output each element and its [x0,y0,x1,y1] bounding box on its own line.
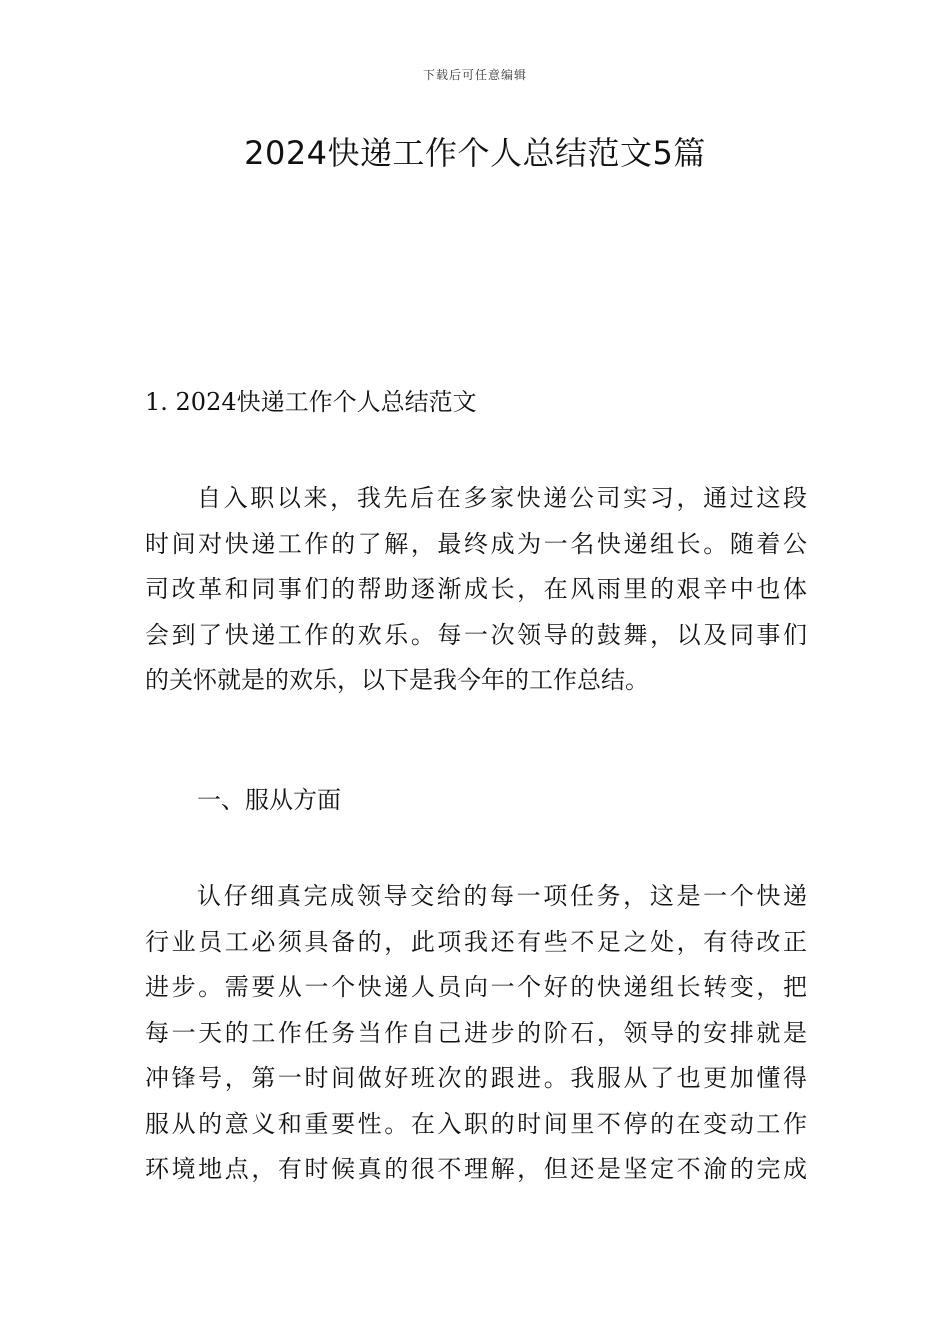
paragraph-line: 认仔细真完成领导交给的每一项任务，这是一个快递 [197,882,807,910]
sub-heading: 一、服从方面 [197,786,341,814]
paragraph-line: 冲锋号，第一时间做好班次的跟进。我服从了也更加懂得 [145,1064,807,1092]
paragraph-line: 行业员工必须具备的，此项我还有些不足之处，有待改正 [145,927,807,956]
paragraph-line: 环境地点，有时候真的很不理解，但还是坚定不渝的完成 [145,1155,807,1183]
paragraph-line: 的关怀就是的欢乐，以下是我今年的工作总结。 [145,666,649,694]
paragraph-line: 司改革和同事们的帮助逐渐成长，在风雨里的艰辛中也体 [145,575,807,603]
paragraph-line: 服从的意义和重要性。在入职的时间里不停的在变动工作 [145,1109,807,1138]
section-title: 1. 2024快递工作个人总结范文 [145,388,477,416]
paragraph-obedience [145,874,807,1193]
paragraph-line: 自入职以来，我先后在多家快递公司实习，通过这段 [197,484,807,512]
paragraph-line: 时间对快递工作的了解，最终成为一名快递组长。随着公 [145,529,807,558]
paragraph-line: 进步。需要从一个快递人员向一个好的快递组长转变，把 [145,973,807,1001]
document-title: 2024快递工作个人总结范文5篇 [244,134,706,172]
header-note: 下载后可任意编辑 [422,68,527,82]
paragraph-line: 每一天的工作任务当作自己进步的阶石，领导的安排就是 [145,1018,807,1047]
paragraph-line: 会到了快递工作的欢乐。每一次领导的鼓舞，以及同事们 [145,620,807,649]
paragraph-intro [145,476,807,704]
